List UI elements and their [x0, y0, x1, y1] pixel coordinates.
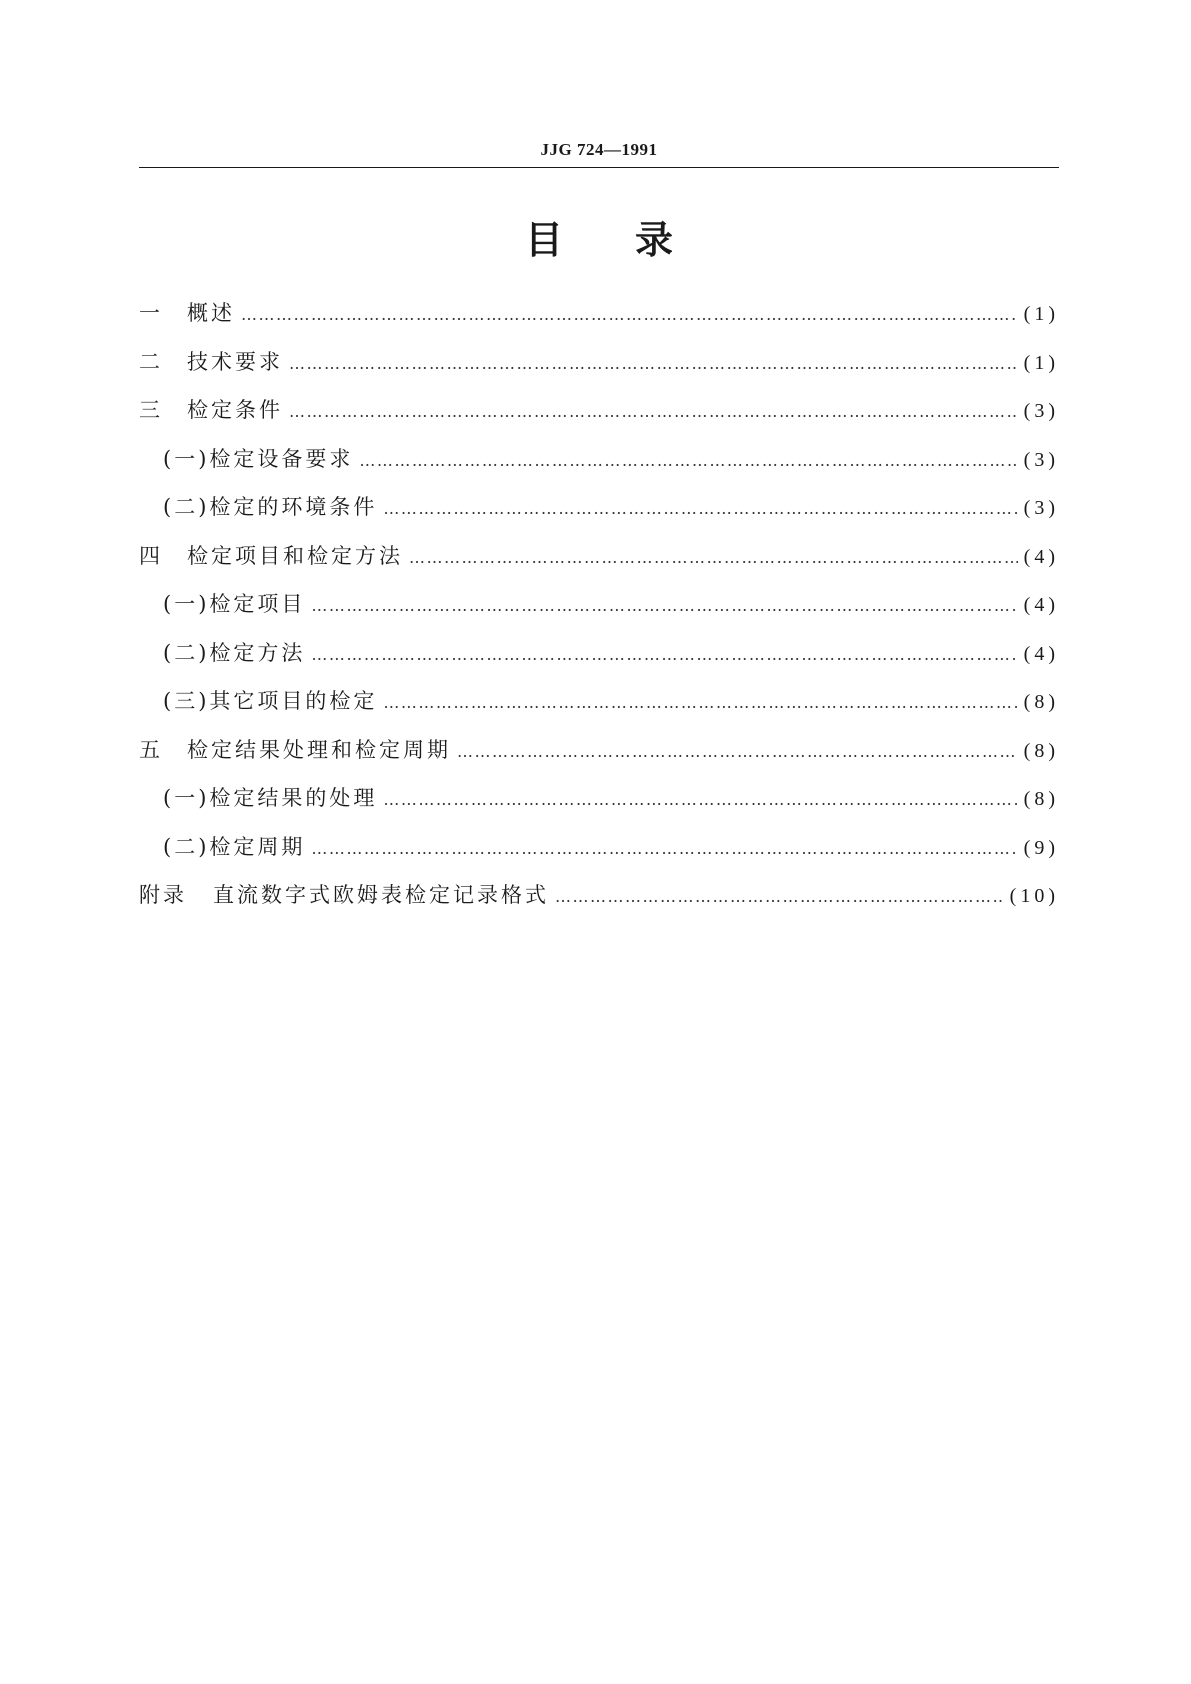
toc-entry-label — [139, 296, 235, 330]
toc-entry-title: (二)检定的环境条件 — [163, 495, 378, 519]
toc-entry-verification-period[interactable] — [139, 830, 1059, 879]
toc-leader-dots — [383, 783, 1017, 817]
toc-leader-dots — [457, 735, 1018, 769]
toc-entry-environment-conditions[interactable] — [139, 490, 1059, 539]
toc-leader-dots — [289, 395, 1018, 429]
toc-entry-verification-methods[interactable] — [139, 636, 1059, 685]
toc-entry-number: 四 — [139, 543, 163, 568]
toc-leader-dots — [555, 880, 1004, 914]
toc-entry-label — [139, 878, 549, 912]
toc-page-number: (4) — [1023, 642, 1059, 665]
toc-entry-number: 二 — [139, 349, 163, 374]
toc-entry-label — [139, 733, 451, 767]
toc-page-number: (3) — [1023, 448, 1059, 471]
toc-entry-results-and-period[interactable] — [139, 733, 1059, 782]
toc-leader-dots — [311, 832, 1017, 866]
toc-entry-label — [139, 539, 403, 573]
page-title: 目录 — [524, 218, 745, 262]
toc-entry-title: 检定结果处理和检定周期 — [187, 737, 451, 762]
toc-entry-number: 五 — [139, 737, 163, 762]
toc-page-number: (10) — [1009, 885, 1059, 907]
toc-leader-dots — [383, 686, 1017, 720]
toc-entry-number: 附录 — [139, 883, 187, 907]
toc-entry-other-items[interactable] — [139, 684, 1059, 733]
toc-entry-title: (一)检定结果的处理 — [163, 786, 378, 810]
toc-entry-label — [139, 393, 283, 427]
toc-entry-number: 一 — [139, 301, 163, 325]
toc-page-number: (8) — [1023, 739, 1059, 762]
toc-page-number: (8) — [1023, 691, 1059, 713]
toc-entry-title: 检定项目和检定方法 — [187, 543, 403, 568]
table-of-contents — [139, 296, 1059, 927]
toc-page-number: (3) — [1023, 497, 1059, 519]
toc-page-number: (1) — [1023, 351, 1059, 374]
toc-entry-equipment-requirements[interactable] — [139, 442, 1059, 491]
toc-entry-title: (二)检定方法 — [163, 640, 306, 665]
toc-leader-dots — [289, 347, 1018, 381]
toc-entry-title: (二)检定周期 — [163, 834, 306, 859]
toc-entry-technical-requirements[interactable] — [139, 345, 1059, 394]
toc-leader-dots — [383, 492, 1017, 526]
toc-entry-title: 检定条件 — [187, 398, 283, 422]
toc-leader-dots — [241, 298, 1018, 332]
toc-entry-appendix[interactable] — [139, 878, 1059, 927]
toc-page-number: (3) — [1023, 400, 1059, 422]
toc-leader-dots — [311, 589, 1017, 623]
toc-entry-title: 概述 — [187, 301, 235, 325]
toc-entry-label — [139, 345, 283, 379]
toc-page-number: (1) — [1023, 303, 1059, 325]
toc-entry-verification-items[interactable] — [139, 587, 1059, 636]
toc-page-number: (4) — [1023, 545, 1059, 568]
toc-page-number: (9) — [1023, 836, 1059, 859]
toc-entry-overview[interactable] — [139, 296, 1059, 345]
toc-page-number: (8) — [1023, 788, 1059, 810]
document-code-header: JJG 724—1991 — [540, 140, 658, 159]
toc-leader-dots — [359, 444, 1017, 478]
toc-leader-dots — [409, 541, 1018, 575]
toc-leader-dots — [311, 638, 1017, 672]
toc-entry-title: 直流数字式欧姆表检定记录格式 — [213, 883, 549, 907]
toc-entry-title: 技术要求 — [187, 349, 283, 374]
toc-entry-results-handling[interactable] — [139, 781, 1059, 830]
toc-entry-title: (三)其它项目的检定 — [163, 689, 378, 713]
toc-entry-number: 三 — [139, 398, 163, 422]
toc-entry-items-and-methods[interactable] — [139, 539, 1059, 588]
toc-entry-title: (一)检定设备要求 — [163, 446, 354, 471]
toc-entry-verification-conditions[interactable] — [139, 393, 1059, 442]
header-rule — [139, 167, 1059, 168]
toc-page-number: (4) — [1023, 594, 1059, 616]
toc-entry-title: (一)检定项目 — [163, 592, 306, 616]
